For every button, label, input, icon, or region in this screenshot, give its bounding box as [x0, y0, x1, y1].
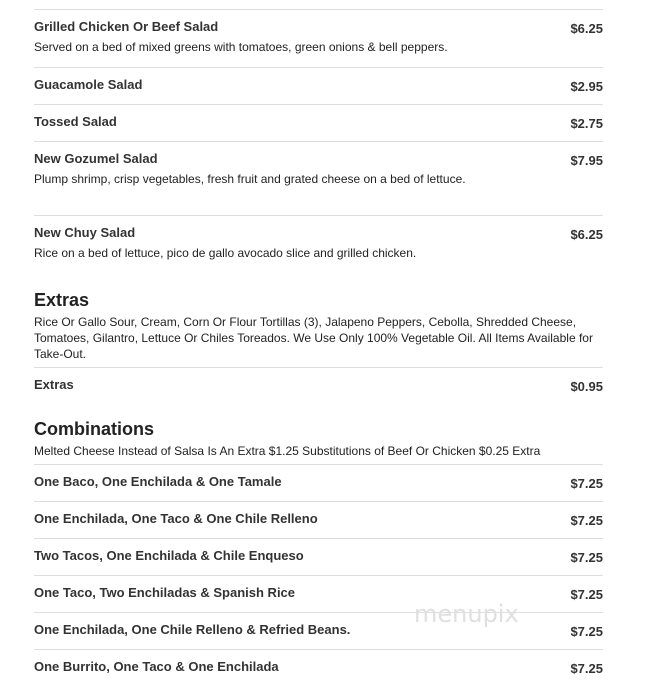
item-name: One Burrito, One Taco & One Enchilada: [34, 659, 279, 674]
item-price: $6.25: [570, 21, 603, 36]
menu-item: [34, 650, 603, 686]
item-price: $0.95: [570, 379, 603, 394]
menu-item: [34, 142, 603, 216]
item-price: $6.25: [570, 227, 603, 242]
section-title: Combinations: [34, 419, 154, 439]
section-extras: [34, 289, 603, 368]
item-name: One Enchilada, One Taco & One Chile Relleno: [34, 511, 318, 526]
item-price: $7.25: [570, 587, 603, 602]
menu-item: [34, 105, 603, 142]
item-description: Rice on a bed of lettuce, pico de gallo avocado slice and grilled chicken.: [34, 246, 417, 260]
item-name: Two Tacos, One Enchilada & Chile Enqueso: [34, 548, 304, 563]
section-description: Rice Or Gallo Sour, Cream, Corn Or Flour Tortillas (3), Jalapeno Peppers, Cebolla, Shredded Cheese, Tomatoes, Gilantro, Lettuce Or Chiles Toreados. We Use Only 100% Vegetable Oil. All Items Available for Take-Out.: [34, 314, 603, 368]
menu-item: [34, 368, 603, 404]
menu-item: [34, 502, 603, 539]
menu-item: [34, 539, 603, 576]
item-price: $7.25: [570, 661, 603, 676]
item-description: Served on a bed of mixed greens with tomatoes, green onions & bell peppers.: [34, 40, 448, 54]
item-name: Grilled Chicken Or Beef Salad: [34, 19, 219, 34]
item-name: One Baco, One Enchilada & One Tamale: [34, 474, 282, 489]
item-price: $7.25: [570, 476, 603, 491]
section-description: Melted Cheese Instead of Salsa Is An Extra $1.25 Substitutions of Beef Or Chicken $0.25 Extra: [34, 443, 603, 465]
item-price: $7.25: [570, 624, 603, 639]
item-price: $2.95: [570, 79, 603, 94]
item-name: New Chuy Salad: [34, 225, 136, 240]
item-name: New Gozumel Salad: [34, 151, 158, 166]
menu-item: [34, 10, 603, 68]
item-price: $7.95: [570, 153, 603, 168]
item-name: Guacamole Salad: [34, 77, 143, 92]
item-price: $2.75: [570, 116, 603, 131]
item-price: $7.25: [570, 513, 603, 528]
item-name: One Enchilada, One Chile Relleno & Refried Beans.: [34, 622, 351, 637]
section-title: Extras: [34, 290, 90, 310]
item-price: $7.25: [570, 550, 603, 565]
item-name: One Taco, Two Enchiladas & Spanish Rice: [34, 585, 296, 600]
watermark-logo: menupix: [414, 600, 519, 628]
item-name: Extras: [34, 377, 74, 392]
menu-item: [34, 465, 603, 502]
menu-page: [34, 0, 603, 686]
item-description: Plump shrimp, crisp vegetables, fresh fruit and grated cheese on a bed of lettuce.: [34, 172, 466, 186]
item-name: Tossed Salad: [34, 114, 117, 129]
menu-item: [34, 216, 603, 273]
section-combinations: [34, 418, 603, 465]
menu-item: [34, 68, 603, 105]
